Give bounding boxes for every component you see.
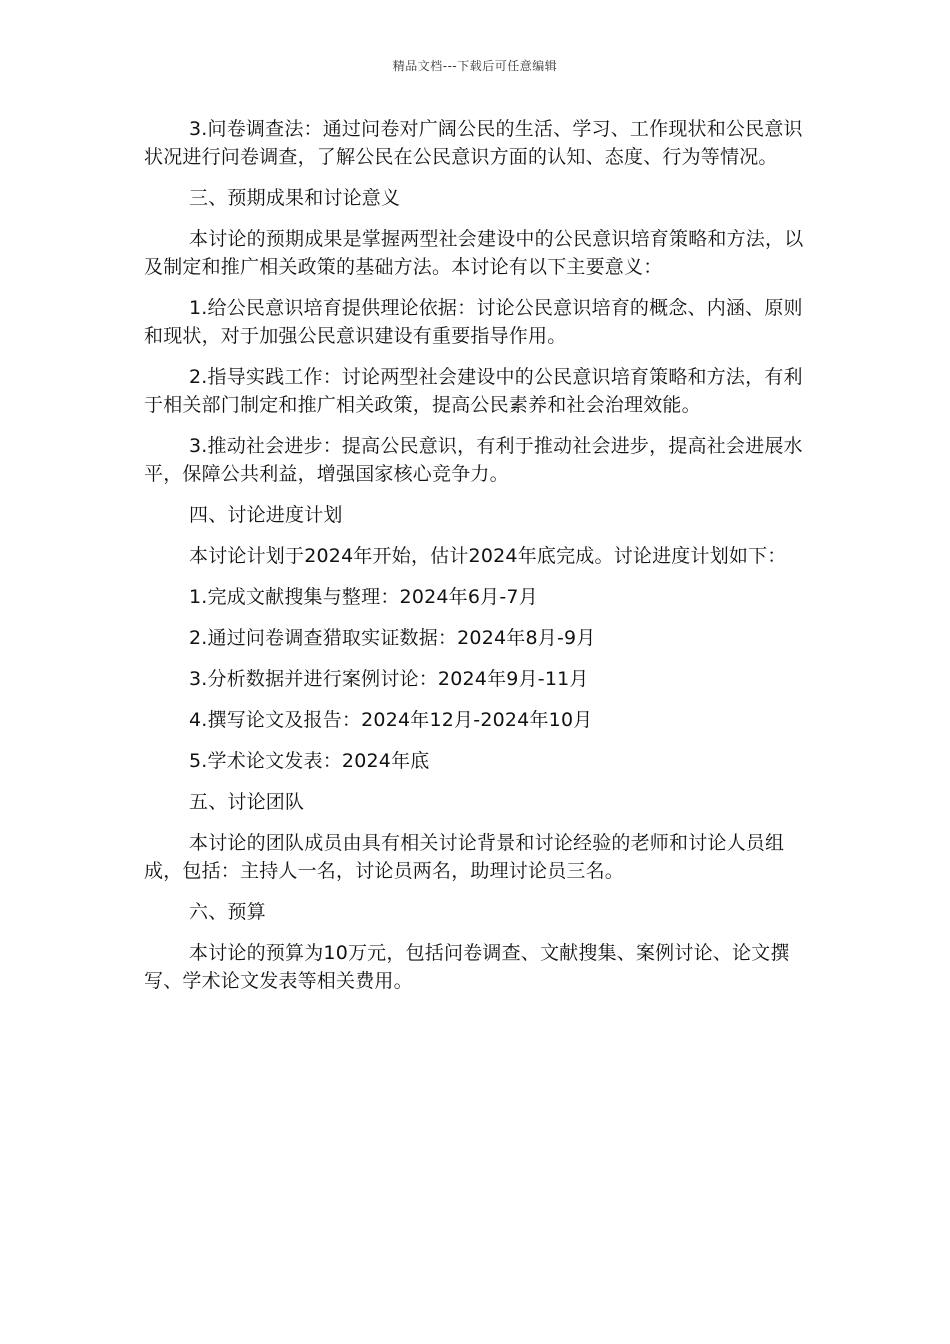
- paragraph-significance-3: 3.推动社会进步：提高公民意识，有利于推动社会进步，提高社会进展水平，保障公共利益，增强国家核心竞争力。: [144, 435, 803, 485]
- paragraph-expected-results: 本讨论的预期成果是掌握两型社会建设中的公民意识培育策略和方法，以及制定和推广相关政策的基础方法。本讨论有以下主要意义：: [144, 228, 804, 278]
- paragraph-significance-1: 1.给公民意识培育提供理论依据：讨论公民意识培育的概念、内涵、原则和现状，对于加强公民意识建设有重要指导作用。: [144, 297, 803, 347]
- paragraph-significance-2: 2.指导实践工作：讨论两型社会建设中的公民意识培育策略和方法，有利于相关部门制定和推广相关政策，提高公民素养和社会治理效能。: [144, 366, 803, 416]
- section-heading-schedule: 四、讨论进度计划: [189, 504, 343, 526]
- paragraph-budget: 本讨论的预算为10万元，包括问卷调查、文献搜集、案例讨论、论文撰写、学术论文发表等相关费用。: [144, 942, 790, 992]
- section-heading-team: 五、讨论团队: [189, 791, 305, 813]
- page-header: 精品文档---下载后可任意编辑: [392, 59, 558, 73]
- schedule-item-5: 5.学术论文发表：2024年底: [189, 750, 430, 772]
- paragraph-method-questionnaire: 3.问卷调查法：通过问卷对广阔公民的生活、学习、工作现状和公民意识状况进行问卷调查，了解公民在公民意识方面的认知、态度、行为等情况。: [144, 118, 803, 168]
- section-heading-budget: 六、预算: [189, 901, 266, 923]
- schedule-item-3: 3.分析数据并进行案例讨论：2024年9月-11月: [189, 668, 589, 690]
- paragraph-team: 本讨论的团队成员由具有相关讨论背景和讨论经验的老师和讨论人员组成，包括：主持人一名，讨论员两名，助理讨论员三名。: [144, 832, 785, 882]
- schedule-item-4: 4.撰写论文及报告：2024年12月-2024年10月: [189, 709, 593, 731]
- document-body: [144, 115, 808, 1008]
- schedule-item-1: 1.完成文献搜集与整理：2024年6月-7月: [189, 586, 538, 608]
- paragraph-schedule-intro: 本讨论计划于2024年开始，估计2024年底完成。讨论进度计划如下：: [189, 545, 787, 567]
- schedule-item-2: 2.通过问卷调查猎取实证数据：2024年8月-9月: [189, 627, 596, 649]
- section-heading-expected-results: 三、预期成果和讨论意义: [189, 187, 401, 209]
